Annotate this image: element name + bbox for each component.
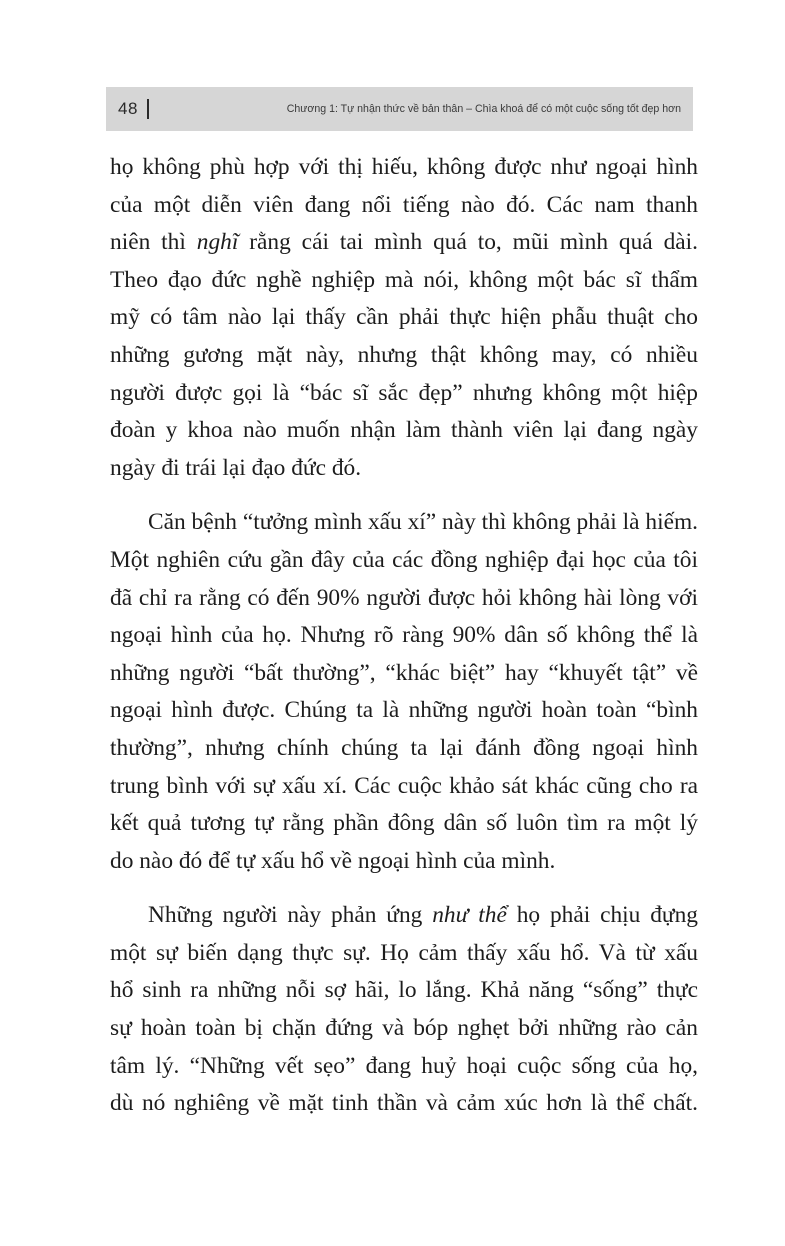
- text-line: [110, 897, 698, 935]
- text-run: Những người này phản ứng: [148, 902, 433, 929]
- text-line: những gương mặt này, nhưng thật không may, có nhiều: [110, 341, 698, 368]
- text-line: mỹ có tâm nào lại thấy cần phải thực hiện phẫu thuật cho: [110, 304, 698, 331]
- paragraph-1: [110, 149, 698, 487]
- text-line: họ không phù hợp với thị hiếu, không được như ngoại hình: [110, 154, 698, 180]
- text-run: niên thì: [110, 229, 197, 256]
- text-line: đã chỉ ra rằng có đến 90% người được hỏi không hài lòng với: [110, 584, 698, 611]
- text-line: Một nghiên cứu gần đây của các đồng nghiệp đại học của tôi: [110, 546, 698, 573]
- italic-word: như thể: [432, 902, 507, 929]
- text-line: hổ sinh ra những nỗi sợ hãi, lo lắng. Khả năng “sống” thực: [110, 977, 698, 1004]
- chapter-title: Chương 1: Tự nhận thức về bản thân – Chìa khoá để có một cuộc sống tốt đẹp hơn: [286, 103, 681, 115]
- text-line: ngoại hình của họ. Nhưng rõ ràng 90% dân số không thể là: [110, 622, 698, 649]
- text-line: Theo đạo đức nghề nghiệp mà nói, không một bác sĩ thẩm: [110, 266, 698, 293]
- text-line: thường”, nhưng chính chúng ta lại đánh đồng ngoại hình: [110, 734, 698, 761]
- header-divider: [147, 99, 149, 119]
- text-line: Căn bệnh “tưởng mình xấu xí” này thì không phải là hiếm.: [148, 509, 698, 536]
- text-line: sự hoàn toàn bị chặn đứng và bóp nghẹt bởi những rào cản: [110, 1015, 698, 1042]
- italic-word: nghĩ: [196, 229, 239, 256]
- text-line: [110, 224, 698, 262]
- text-run: rằng cái tai mình quá to, mũi mình quá dài.: [238, 229, 698, 256]
- text-line: người được gọi là “bác sĩ sắc đẹp” nhưng không một hiệp: [110, 379, 698, 406]
- paragraph-2: [110, 504, 698, 880]
- text-run: họ phải chịu đựng: [506, 902, 698, 929]
- text-line: ngoại hình được. Chúng ta là những người hoàn toàn “bình: [110, 697, 698, 724]
- text-line: trung bình với sự xấu xí. Các cuộc khảo sát khác cũng cho ra: [110, 772, 698, 799]
- text-line: đoàn y khoa nào muốn nhận làm thành viên lại đang ngày: [110, 417, 698, 444]
- running-header: [106, 87, 693, 131]
- text-line: kết quả tương tự rằng phần đông dân số luôn tìm ra một lý: [110, 810, 698, 837]
- paragraph-3: [110, 897, 698, 1123]
- text-line: một sự biến dạng thực sự. Họ cảm thấy xấu hổ. Và từ xấu: [110, 939, 698, 966]
- text-line: ngày đi trái lại đạo đức đó.: [110, 454, 362, 481]
- page-number: 48: [118, 99, 138, 118]
- text-line: do nào đó để tự xấu hổ về ngoại hình của mình.: [110, 847, 556, 874]
- text-line: tâm lý. “Những vết sẹo” đang huỷ hoại cuộc sống của họ,: [110, 1052, 698, 1079]
- body-text: [110, 149, 698, 1123]
- text-line: những người “bất thường”, “khác biệt” hay “khuyết tật” về: [110, 659, 698, 686]
- text-line: của một diễn viên đang nổi tiếng nào đó. Các nam thanh: [110, 191, 698, 218]
- text-line: dù nó nghiêng về mặt tinh thần và cảm xúc hơn là thể chất.: [110, 1090, 698, 1117]
